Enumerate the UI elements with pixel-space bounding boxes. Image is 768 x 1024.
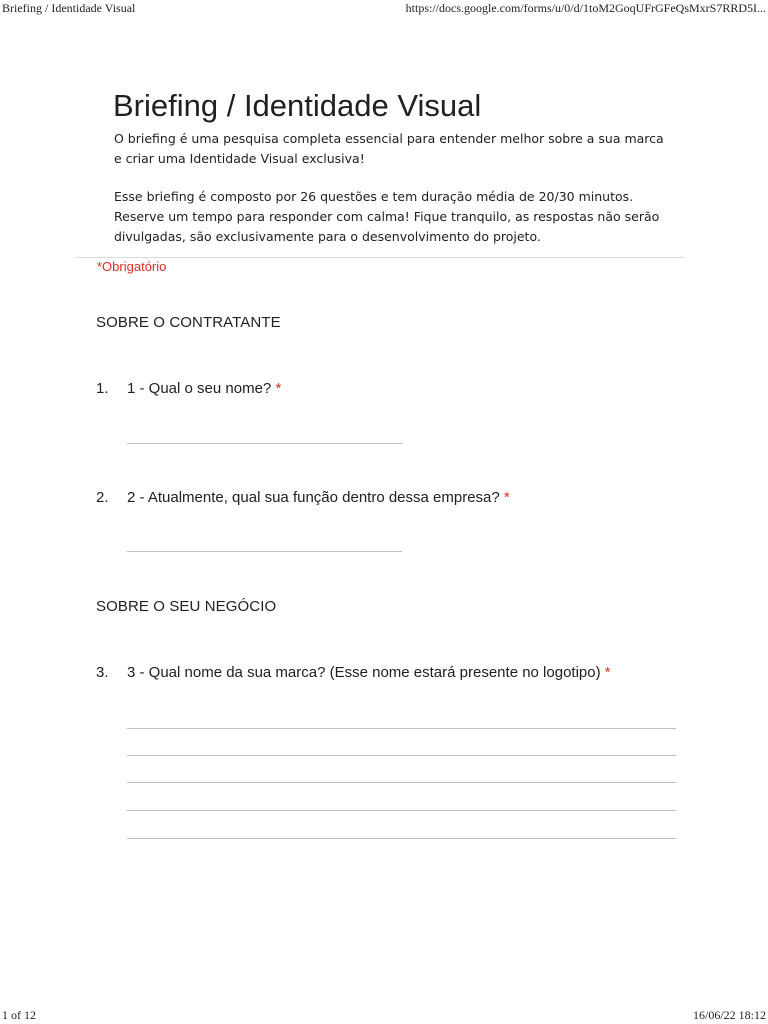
question-text (127, 664, 611, 681)
form-title: Briefing / Identidade Visual (113, 88, 482, 123)
section-title-contratante: SOBRE O CONTRATANTE (96, 314, 281, 331)
question-text (127, 380, 281, 397)
print-header-title: Briefing / Identidade Visual (2, 1, 136, 15)
print-timestamp: 16/06/22 18:12 (692, 1008, 766, 1022)
header-divider (75, 257, 685, 258)
question-number: 2. (96, 489, 109, 506)
question-label: 3 - Qual nome da sua marca? (Esse nome estará presente no logotipo) (127, 664, 601, 681)
question-number: 3. (96, 664, 109, 681)
answer-line-role[interactable] (127, 551, 402, 552)
print-header (0, 0, 768, 18)
print-header-url: https://docs.google.com/forms/u/0/d/1toM2GoqUFrGFeQsMxrS7RRD5I... (405, 1, 766, 15)
required-asterisk: * (503, 489, 510, 506)
form-description-paragraph-2: Esse briefing é composto por 26 questões e tem duração média de 20/30 minutos. Reserve um tempo para responder com calma! Fique tranquilo, as respostas não serão divulgadas, são exclusivamente para o desenvolvimento do projeto. (114, 189, 660, 244)
answer-line-name[interactable] (127, 443, 402, 444)
answer-line[interactable] (127, 782, 676, 783)
form-description (114, 129, 674, 265)
required-asterisk: * (604, 664, 611, 681)
print-footer (0, 1006, 768, 1024)
section-title-negocio: SOBRE O SEU NEGÓCIO (96, 598, 277, 615)
form-description-paragraph-1: O briefing é uma pesquisa completa essencial para entender melhor sobre a sua marca e criar uma Identidade Visual exclusiva! (114, 131, 664, 166)
answer-line[interactable] (127, 755, 676, 756)
question-label: 1 - Qual o seu nome? (127, 380, 272, 397)
page-count: 1 of 12 (2, 1008, 36, 1022)
question-label: 2 - Atualmente, qual sua função dentro dessa empresa? (127, 489, 500, 506)
required-note: *Obrigatório (97, 259, 167, 274)
answer-line[interactable] (127, 810, 676, 811)
answer-line[interactable] (127, 728, 676, 729)
question-number: 1. (96, 380, 109, 397)
required-asterisk: * (275, 380, 282, 397)
question-text (127, 489, 510, 506)
answer-line[interactable] (127, 838, 676, 839)
